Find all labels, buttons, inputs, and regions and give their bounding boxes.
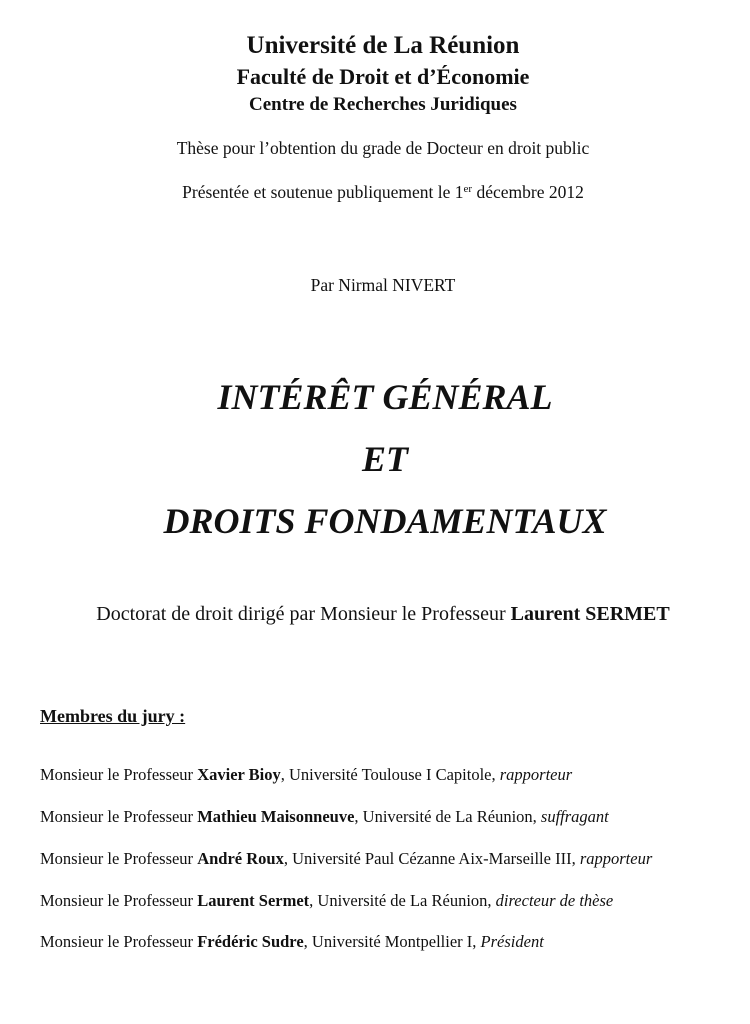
defense-prefix: Présentée et soutenue publiquement le 1 (182, 182, 464, 202)
member-affiliation: , Université Montpellier I, (303, 932, 481, 951)
jury-member (40, 849, 652, 869)
jury-member (40, 891, 613, 911)
faculty-name: Faculté de Droit et d’Économie (236, 64, 530, 89)
member-prefix: Monsieur le Professeur (40, 849, 198, 868)
member-affiliation: , Université Paul Cézanne Aix-Marseille III, (283, 849, 580, 868)
thesis-title-line-3: DROITS FONDAMENTAUX (163, 501, 607, 541)
jury-member (40, 932, 544, 952)
member-prefix: Monsieur le Professeur (40, 891, 198, 910)
member-affiliation: , Université de La Réunion, (309, 891, 496, 910)
jury-member (40, 807, 609, 827)
member-name: Laurent Sermet (197, 891, 310, 910)
director-prefix: Doctorat de droit dirigé par Monsieur le Professeur (96, 603, 511, 625)
member-prefix: Monsieur le Professeur (40, 932, 198, 951)
member-name: Frédéric Sudre (197, 932, 304, 951)
research-center-name: Centre de Recherches Juridiques (249, 94, 517, 115)
thesis-purpose: Thèse pour l’obtention du grade de Docteur en droit public (176, 138, 590, 158)
director-name: Laurent SERMET (510, 603, 670, 625)
member-role: directeur de thèse (495, 891, 614, 910)
member-name: Xavier Bioy (197, 765, 281, 784)
member-name: André Roux (197, 849, 284, 868)
member-role: rapporteur (579, 849, 653, 868)
defense-superscript: er (463, 183, 473, 195)
thesis-author: Par Nirmal NIVERT (310, 275, 456, 295)
member-prefix: Monsieur le Professeur (40, 765, 198, 784)
member-role: rapporteur (499, 765, 573, 784)
jury-member (40, 765, 572, 785)
member-affiliation: , Université de La Réunion, (354, 807, 541, 826)
jury-heading: Membres du jury : (40, 706, 186, 726)
defense-date-line (8, 182, 750, 203)
member-role: Président (480, 932, 544, 951)
member-role: suffragant (540, 807, 609, 826)
university-name: Université de La Réunion (246, 32, 520, 59)
defense-suffix: décembre 2012 (472, 182, 584, 202)
member-affiliation: , Université Toulouse I Capitole, (280, 765, 500, 784)
thesis-title-line-1: INTÉRÊT GÉNÉRAL (217, 377, 553, 417)
thesis-director-line (8, 603, 750, 626)
member-prefix: Monsieur le Professeur (40, 807, 198, 826)
member-name: Mathieu Maisonneuve (197, 807, 355, 826)
thesis-title-line-2: ET (361, 439, 408, 479)
